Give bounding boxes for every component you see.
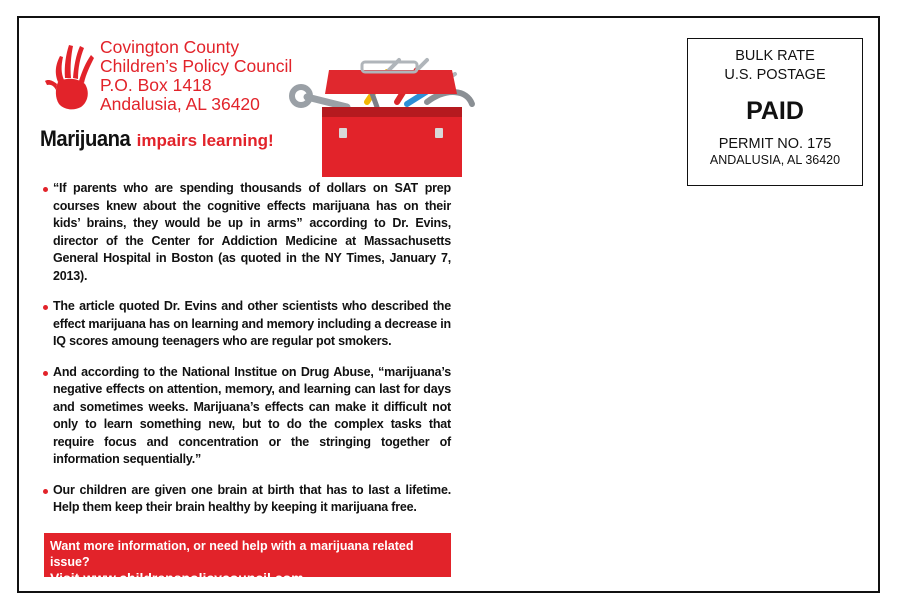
postage-bulk-rate: BULK RATE — [735, 48, 815, 64]
bullet-dot-icon — [43, 489, 48, 494]
bullet-text: And according to the National Institue on Drug Abuse, “marijuana’s negative effects on attention, memory, and learning can last for days and sometimes weeks. Marijuana’s effects can make it difficult not only to learn something new, but to do the complex tasks that require focus and concentration or the stringing together of information sequentially.” — [53, 364, 451, 466]
org-po-box: P.O. Box 1418 — [100, 75, 212, 95]
org-city: Andalusia, AL 36420 — [100, 94, 260, 114]
cta-website-link[interactable]: Visit www.childrenspolicycouncil.com — [50, 570, 304, 586]
bullet-dot-icon — [43, 187, 48, 192]
headline-main: Marijuana — [40, 126, 131, 151]
postage-indicia — [687, 38, 863, 186]
bullet-text: “If parents who are spending thousands of dollars on SAT prep courses knew about the cognitive effects marijuana has on their kids’ brains, they would be up in arms” according to Dr. Evins, director of the Center for Addiction Medicine at Massachusetts General Hospital in Boston (as quoted in the NY Times, January 7, 2013). — [53, 181, 451, 283]
postage-paid: PAID — [746, 97, 804, 125]
postcard — [17, 16, 880, 593]
list-item — [41, 364, 451, 469]
org-name-line2: Children’s Policy Council — [100, 56, 293, 76]
org-address — [100, 38, 292, 114]
list-item — [41, 298, 451, 351]
org-name-line1: Covington County — [100, 37, 240, 57]
headline-sub: impairs learning! — [136, 131, 274, 150]
toolbox-illustration — [277, 52, 477, 182]
cta-question: Want more information, or need help with a marijuana related issue? — [50, 539, 414, 569]
bullet-dot-icon — [43, 305, 48, 310]
postage-permit: PERMIT NO. 175 — [718, 136, 832, 152]
list-item — [41, 180, 451, 285]
bullet-text: Our children are given one brain at birth that has to last a lifetime. Help them keep their brain healthy by keeping it marijuana free. — [53, 482, 451, 514]
postage-us: U.S. POSTAGE — [724, 67, 826, 83]
list-item — [41, 482, 451, 517]
cta-banner — [44, 533, 451, 586]
postage-city: ANDALUSIA, AL 36420 — [709, 153, 841, 167]
bullet-dot-icon — [43, 371, 48, 376]
bullet-text: The article quoted Dr. Evins and other scientists who described the effect marijuana has on learning and memory including a decrease in IQ scores amoung teenagers who are regular pot smokers. — [53, 299, 451, 348]
hand-print-icon — [44, 42, 102, 112]
bullet-list — [41, 180, 451, 530]
headline — [40, 126, 274, 152]
